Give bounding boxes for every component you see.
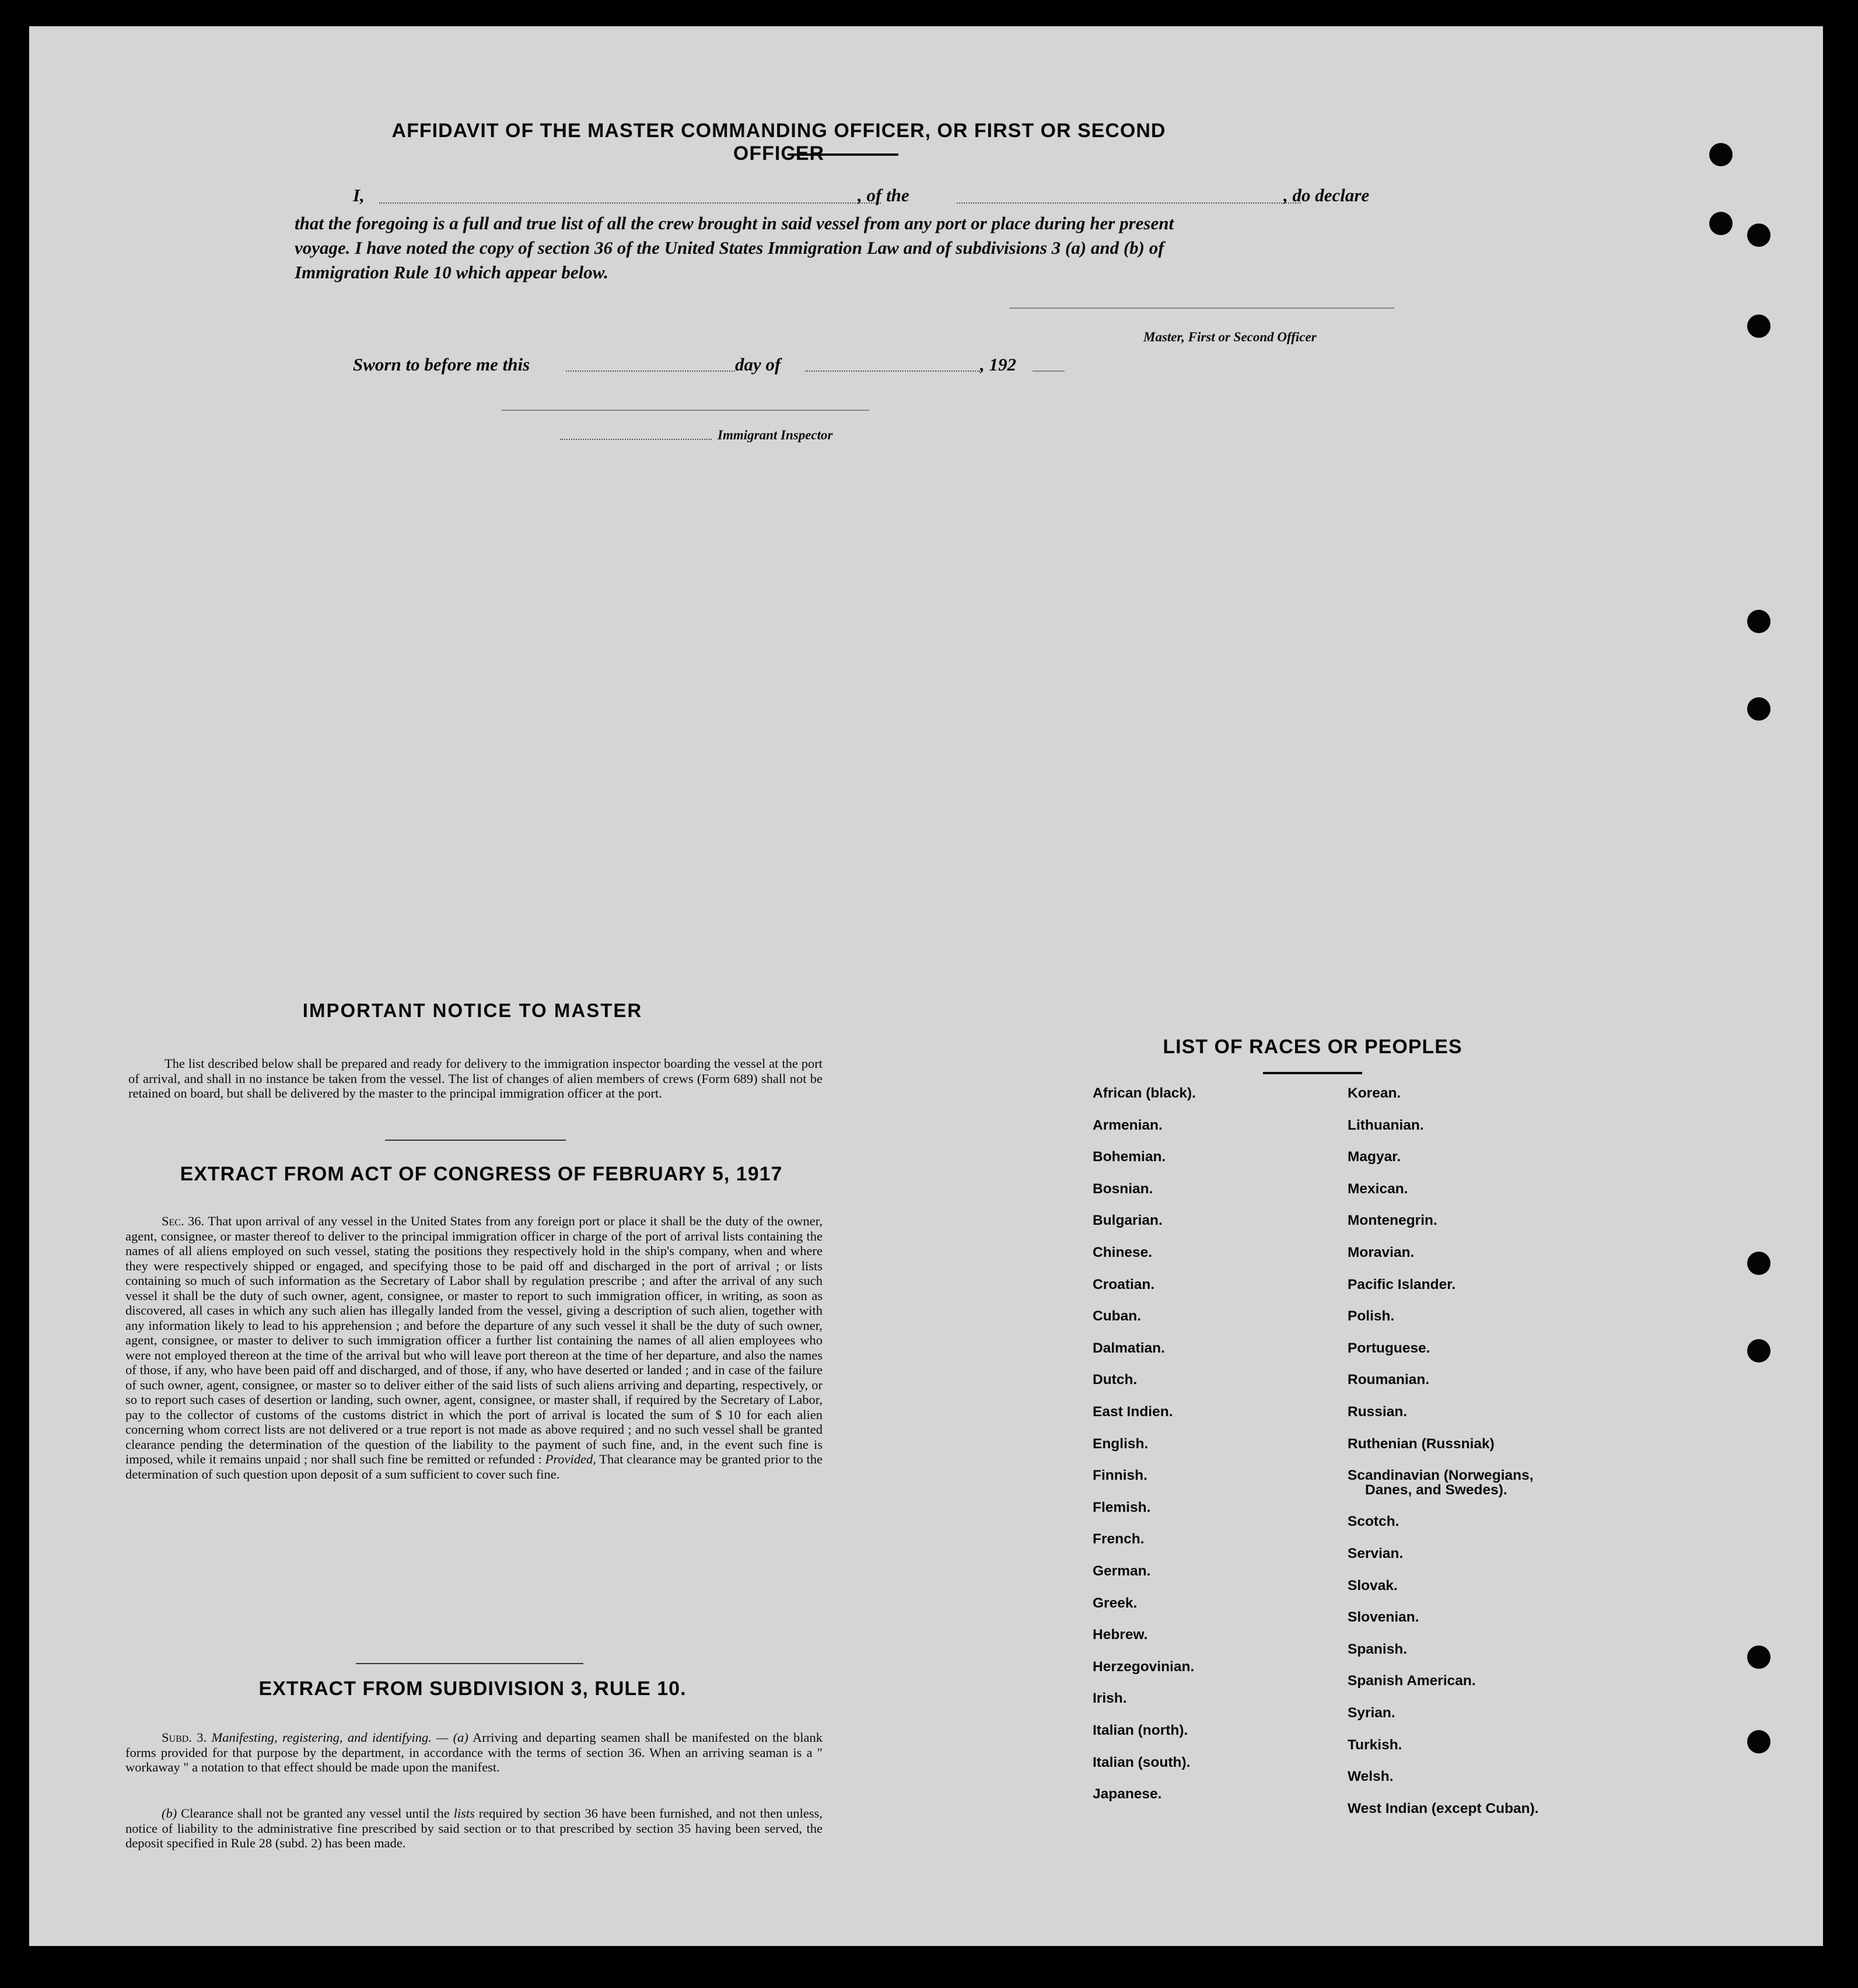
inspector-line — [502, 410, 869, 411]
section-36-body: That upon arrival of any vessel in the United States from any foreign port or place it shall be the duty of the owner, agent, consignee, or master thereof to deliver to the principal immigration officer in charge of the port of arrival lists containing the names of all aliens employed on such vessel, stating the positions they respectively hold in the ship's company, when and where they were respectively shipped or engaged, and specifying those to be paid off and discharged in the port of arrival ; or lists containing so much of such information as the Secretary of Labor shall by regulation prescribe ; and after the arrival of any such vessel it shall be the duty of such owner, agent, consignee, or master to report to such immigration officer, in writing, as soon as discovered, all cases in which any such alien has illegally landed from the vessel, giving a description of such alien, together with any information likely to lead to his apprehension ; and before the departure of any such vessel it shall be the duty of such owner, agent, consignee, or master to deliver to such immigration officer a further list containing the names of all alien employees who were not employed thereon at the time of the arrival but who will leave port thereon at the time of her departure, and also the names of those, if any, who have been paid off and discharged, and of those, if any, who have deserted or landed ; and in case of the failure of such owner, agent, consignee, or master so to deliver either of the said lists of such aliens arriving and departing, respectively, or so to report such cases of desertion or landing, such owner, agent, consignee, or master shall, if required by the Secretary of Labor, pay to the collector of customs of the customs district in which the port of arrival is located the sum of $ 10 for each alien concerning whom correct lists are not delivered or a true report is not made as above required ; and no such vessel shall be granted clearance pending the determination of the question of the liability to the payment of such fine, and, in the event such fine is imposed, while it remains unpaid ; nor shall such fine be remitted or refunded : — [125, 1214, 823, 1466]
affidavit-title: AFFIDAVIT OF THE MASTER COMMANDING OFFICER, OR FIRST OR SECOND OFFICER — [391, 120, 1166, 165]
race-item: Polish. — [1348, 1308, 1395, 1325]
extract-rule — [356, 1663, 583, 1664]
affidavit-line1-prefix: I, — [353, 185, 365, 205]
race-item: Irish. — [1093, 1690, 1127, 1707]
race-item: Bulgarian. — [1093, 1213, 1163, 1229]
binder-hole — [1747, 1252, 1770, 1275]
vessel-blank — [957, 202, 1301, 204]
race-item: Bohemian. — [1093, 1149, 1166, 1165]
subd-label: Subd. 3. — [162, 1730, 207, 1745]
race-item: Armenian. — [1093, 1117, 1163, 1133]
signature-line — [1009, 308, 1394, 309]
notice-title: IMPORTANT NOTICE TO MASTER — [302, 1000, 643, 1021]
inspector-label: Immigrant Inspector — [718, 428, 833, 442]
race-item: Cuban. — [1093, 1308, 1142, 1325]
binder-hole — [1747, 610, 1770, 633]
binder-hole — [1747, 1645, 1770, 1669]
race-item: Scandinavian (Norwegians, — [1348, 1468, 1534, 1484]
race-item: Spanish American. — [1348, 1673, 1476, 1689]
race-item: Scotch. — [1348, 1514, 1399, 1530]
affidavit-line1-mid: , of the — [858, 185, 909, 205]
provided-word: Provided, — [545, 1452, 596, 1466]
race-item: Spanish. — [1348, 1641, 1408, 1657]
section-36-tail: That clearance may be granted prior to the determination of such question upon deposit of a sum sufficient to cover such fine. — [125, 1452, 823, 1482]
name-blank — [379, 202, 881, 204]
subd-b-lists: lists — [453, 1806, 475, 1821]
year-blank — [1033, 371, 1065, 372]
race-item: Lithuanian. — [1348, 1117, 1424, 1133]
race-item: Syrian. — [1348, 1704, 1395, 1721]
race-item: East Indien. — [1093, 1404, 1173, 1420]
race-item: Portuguese. — [1348, 1340, 1430, 1356]
affidavit-line2: that the foregoing is a full and true list of all the crew brought in said vessel from any port or place during her present — [295, 213, 1174, 233]
sworn-mid: day of — [735, 354, 781, 375]
day-blank — [566, 371, 735, 372]
race-item: Moravian. — [1348, 1245, 1415, 1260]
binder-hole — [1747, 223, 1770, 247]
race-item: English. — [1093, 1435, 1149, 1452]
race-item: Russian. — [1348, 1404, 1408, 1420]
race-item: Montenegrin. — [1348, 1213, 1437, 1229]
document-page — [29, 26, 1823, 1946]
binder-hole — [1747, 697, 1770, 721]
race-item: Danes, and Swedes). — [1365, 1482, 1507, 1498]
race-item: Flemish. — [1093, 1499, 1151, 1515]
race-item: Croatian. — [1093, 1276, 1155, 1292]
race-item: Hebrew. — [1093, 1627, 1148, 1643]
subd-a-label: — (a) — [436, 1730, 468, 1745]
race-item: Pacific Islander. — [1348, 1276, 1456, 1292]
binder-hole — [1747, 1730, 1770, 1753]
race-item: Slovak. — [1348, 1577, 1398, 1594]
subd-heading: Manifesting, registering, and identifying. — [211, 1730, 432, 1745]
race-item: Finnish. — [1093, 1468, 1147, 1484]
race-item: West Indian (except Cuban). — [1348, 1800, 1539, 1816]
race-item: Chinese. — [1093, 1245, 1153, 1260]
races-title: LIST OF RACES OR PEOPLES — [1163, 1036, 1462, 1058]
race-item: Roumanian. — [1348, 1372, 1430, 1388]
subdivision-a-text — [125, 1730, 823, 1775]
extract-rule-title: EXTRACT FROM SUBDIVISION 3, RULE 10. — [258, 1678, 687, 1700]
races-rule — [1263, 1072, 1362, 1074]
race-item: Welsh. — [1348, 1769, 1394, 1785]
sworn-prefix: Sworn to before me this — [353, 354, 530, 375]
binder-hole — [1747, 315, 1770, 338]
title-rule — [788, 153, 898, 156]
affidavit-line4: Immigration Rule 10 which appear below. — [295, 262, 608, 282]
subd-b-body-2: required by section 36 have been furnished, and not then unless, notice of liability to the administrative fine prescribed by said section or to that prescribed by section 35 having been served, the deposit specified in Rule 28 (subd. 2) has been made. — [125, 1806, 823, 1850]
race-item: Dutch. — [1093, 1372, 1138, 1388]
race-item: Greek. — [1093, 1595, 1138, 1611]
extract-act-title: EXTRACT FROM ACT OF CONGRESS OF FEBRUARY 5, 1917 — [180, 1163, 783, 1185]
subd-a-body: Arriving and departing seamen shall be manifested on the blank forms provided for that purpose by the department, in accordance with the terms of section 36. When an arriving seaman is a " workaway " a notation to that effect should be made upon the manifest. — [125, 1730, 823, 1774]
race-item: Bosnian. — [1093, 1180, 1153, 1197]
race-item: Korean. — [1348, 1085, 1401, 1101]
signer-label: Master, First or Second Officer — [1143, 330, 1317, 344]
race-item: Servian. — [1348, 1545, 1404, 1561]
race-item: Italian (north). — [1093, 1723, 1188, 1738]
race-item: Japanese. — [1093, 1786, 1162, 1802]
subdivision-b-text — [125, 1806, 823, 1851]
race-item: Herzegovinian. — [1093, 1658, 1195, 1675]
race-item: Ruthenian (Russniak) — [1348, 1435, 1495, 1452]
binder-hole — [1747, 1339, 1770, 1362]
subd-b-body-1: Clearance shall not be granted any vessel until the — [181, 1806, 450, 1821]
affidavit-line3: voyage. I have noted the copy of section 36 of the United States Immigration Law and of subdivisions 3 (a) and (b) of — [295, 237, 1164, 258]
sworn-year: , 192 — [980, 354, 1016, 375]
notice-text: The list described below shall be prepared and ready for delivery to the immigration inspector boarding the vessel at the port of arrival, and shall in no instance be taken from the vessel. The list of changes of alien members of crews (Form 689) shall not be retained on board, but shall be delivered by the master to the principal immigration officer at the port. — [128, 1056, 823, 1100]
race-item: Mexican. — [1348, 1180, 1408, 1197]
binder-hole — [1709, 143, 1733, 166]
race-item: Dalmatian. — [1093, 1340, 1165, 1356]
inspector-dotline — [560, 439, 712, 440]
subd-b-label: (b) — [162, 1806, 177, 1821]
race-item: African (black). — [1093, 1085, 1196, 1101]
race-item: Italian (south). — [1093, 1754, 1191, 1770]
race-item: German. — [1093, 1563, 1151, 1579]
race-item: French. — [1093, 1531, 1145, 1547]
race-item: Slovenian. — [1348, 1609, 1419, 1626]
affidavit-line1-end: , do declare — [1283, 185, 1370, 205]
month-blank — [805, 371, 980, 372]
race-item: Turkish. — [1348, 1737, 1402, 1753]
notice-rule — [385, 1140, 566, 1141]
binder-hole — [1709, 212, 1733, 235]
section-36-text — [125, 1214, 823, 1482]
race-item: Magyar. — [1348, 1149, 1401, 1165]
section-label: Sec. 36. — [162, 1214, 205, 1228]
